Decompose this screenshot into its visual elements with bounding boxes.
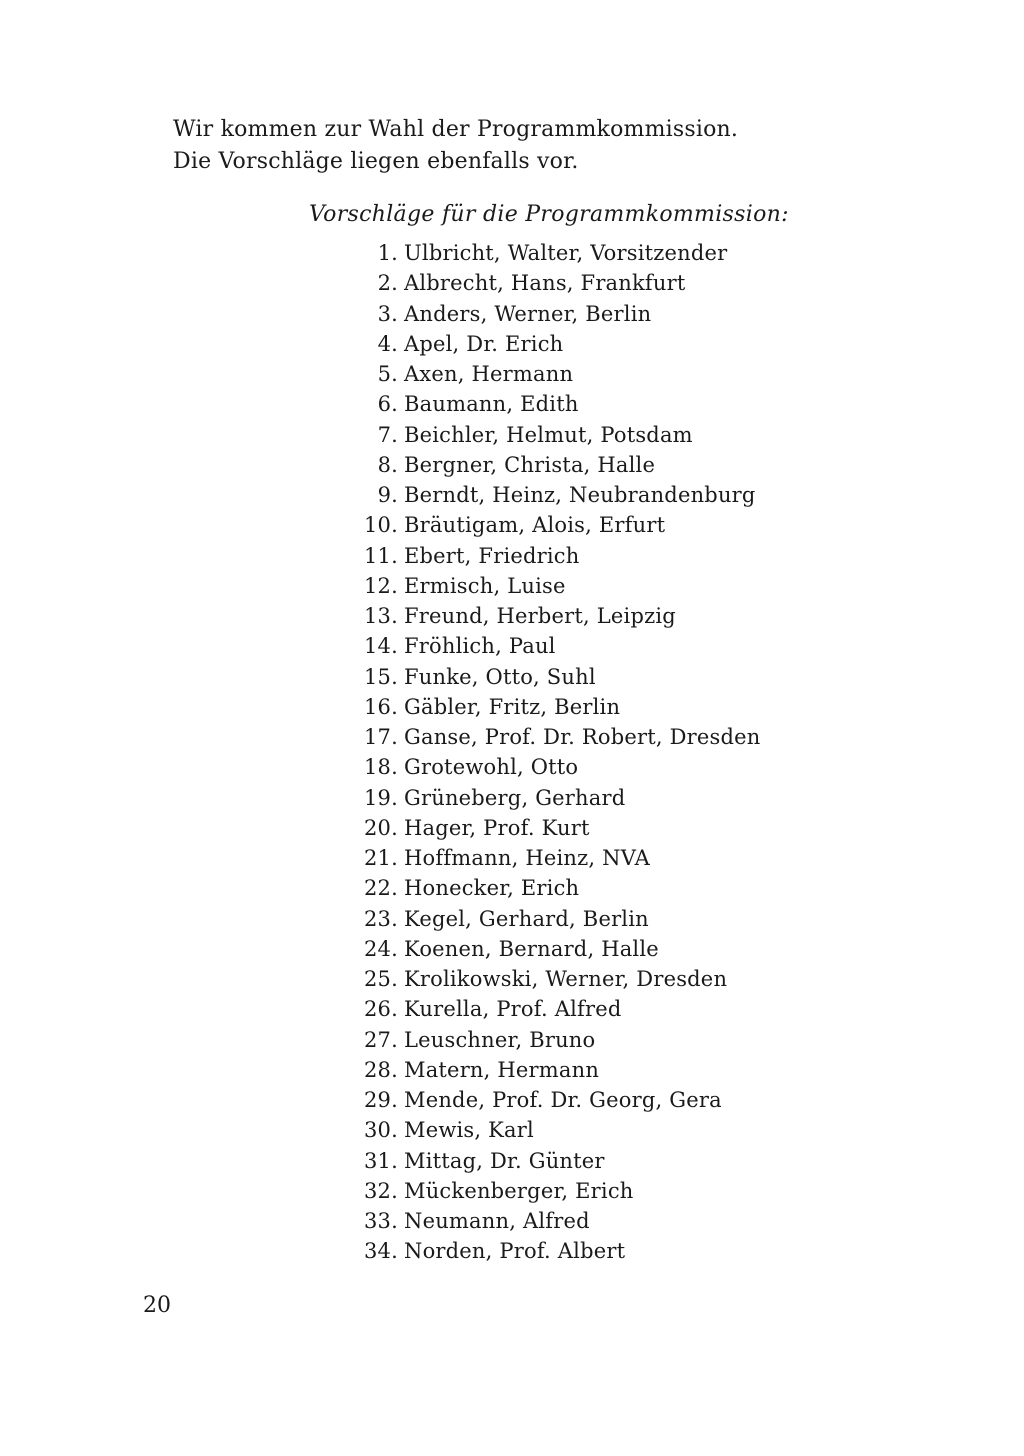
page-number: 20 xyxy=(143,1293,171,1318)
list-item-number: 11. xyxy=(364,543,398,568)
list-item xyxy=(340,904,761,934)
nomination-list xyxy=(340,238,761,1267)
list-item xyxy=(340,722,761,752)
list-heading: Vorschläge für die Programmkommission: xyxy=(309,202,789,227)
list-item xyxy=(340,1146,761,1176)
list-item-number: 27. xyxy=(364,1027,398,1052)
list-item-number: 10. xyxy=(364,513,398,538)
list-item-name: Ermisch, Luise xyxy=(404,573,566,598)
intro-paragraph xyxy=(173,114,813,178)
list-item-number: 25. xyxy=(364,967,398,991)
list-item-number: 28. xyxy=(364,1057,398,1082)
list-item-name: Funke, Otto, Suhl xyxy=(404,664,596,689)
list-item-number: 31. xyxy=(364,1148,398,1173)
list-item-number: 3. xyxy=(377,301,398,326)
list-item-number: 5. xyxy=(377,362,398,386)
list-item-name: Ebert, Friedrich xyxy=(404,543,580,568)
list-item-name: Kurella, Prof. Alfred xyxy=(404,997,622,1022)
list-item-number: 21. xyxy=(364,846,398,870)
list-item-number: 9. xyxy=(377,483,398,507)
list-item xyxy=(340,1206,761,1236)
list-item-name: Bergner, Christa, Halle xyxy=(404,452,656,477)
list-item xyxy=(340,510,761,540)
list-item xyxy=(340,873,761,903)
list-item-name: Fröhlich, Paul xyxy=(404,634,556,659)
list-item-number: 8. xyxy=(377,452,398,477)
list-item-name: Gäbler, Fritz, Berlin xyxy=(404,694,621,719)
list-item xyxy=(340,1236,761,1266)
list-item-name: Apel, Dr. Erich xyxy=(404,331,564,356)
intro-line-2: Die Vorschläge liegen ebenfalls vor. xyxy=(173,149,579,174)
list-item-name: Koenen, Bernard, Halle xyxy=(404,936,659,961)
list-item-name: Hoffmann, Heinz, NVA xyxy=(404,846,651,870)
list-item-number: 32. xyxy=(364,1178,398,1203)
list-item-name: Norden, Prof. Albert xyxy=(404,1239,626,1264)
list-item xyxy=(340,601,761,631)
list-item-name: Neumann, Alfred xyxy=(404,1209,590,1233)
list-item xyxy=(340,934,761,964)
list-item-name: Leuschner, Bruno xyxy=(404,1027,596,1052)
list-item-number: 19. xyxy=(364,785,398,810)
list-item-name: Mückenberger, Erich xyxy=(404,1178,634,1203)
list-item-name: Mittag, Dr. Günter xyxy=(404,1148,605,1173)
list-item-name: Berndt, Heinz, Neubrandenburg xyxy=(404,483,756,507)
list-item-number: 6. xyxy=(377,392,398,417)
list-item-name: Ulbricht, Walter, Vorsitzender xyxy=(404,241,728,265)
list-item xyxy=(340,1176,761,1206)
list-item xyxy=(340,299,761,329)
list-item-number: 16. xyxy=(364,694,398,719)
list-item xyxy=(340,571,761,601)
list-item xyxy=(340,268,761,298)
list-item-number: 15. xyxy=(364,664,398,689)
list-item-name: Grüneberg, Gerhard xyxy=(404,785,626,810)
list-item-number: 14. xyxy=(364,634,398,659)
list-item xyxy=(340,964,761,994)
list-item xyxy=(340,843,761,873)
list-item xyxy=(340,1085,761,1115)
list-item-name: Honecker, Erich xyxy=(404,876,580,901)
list-item xyxy=(340,359,761,389)
list-item-number: 23. xyxy=(364,906,398,931)
list-item-name: Anders, Werner, Berlin xyxy=(404,301,652,326)
list-item xyxy=(340,994,761,1024)
list-item-name: Albrecht, Hans, Frankfurt xyxy=(404,271,686,296)
list-item xyxy=(340,662,761,692)
list-item-number: 20. xyxy=(364,815,398,840)
list-item-number: 1. xyxy=(377,241,398,265)
list-item-number: 2. xyxy=(377,271,398,296)
list-item-name: Ganse, Prof. Dr. Robert, Dresden xyxy=(404,725,761,749)
list-item xyxy=(340,1055,761,1085)
list-item-name: Mende, Prof. Dr. Georg, Gera xyxy=(404,1088,722,1112)
list-item xyxy=(340,238,761,268)
list-item-number: 7. xyxy=(377,422,398,447)
list-item xyxy=(340,541,761,571)
list-item-number: 34. xyxy=(364,1239,398,1264)
list-item-name: Krolikowski, Werner, Dresden xyxy=(404,967,728,991)
list-item-number: 33. xyxy=(364,1209,398,1233)
list-item-name: Hager, Prof. Kurt xyxy=(404,815,590,840)
list-item-number: 13. xyxy=(364,604,398,628)
list-item xyxy=(340,480,761,510)
list-item-name: Kegel, Gerhard, Berlin xyxy=(404,906,649,931)
list-item-name: Mewis, Karl xyxy=(404,1118,534,1143)
list-item-name: Grotewohl, Otto xyxy=(404,755,579,780)
list-item-number: 17. xyxy=(364,725,398,749)
list-item xyxy=(340,813,761,843)
list-item-number: 18. xyxy=(364,755,398,780)
list-item-name: Freund, Herbert, Leipzig xyxy=(404,604,676,628)
list-item-number: 24. xyxy=(364,936,398,961)
intro-line-1: Wir kommen zur Wahl der Programmkommission. xyxy=(173,117,739,142)
list-item-number: 4. xyxy=(377,331,398,356)
list-item-number: 26. xyxy=(364,997,398,1022)
list-item-number: 30. xyxy=(364,1118,398,1143)
list-item xyxy=(340,1115,761,1145)
list-item-number: 12. xyxy=(364,573,398,598)
list-item xyxy=(340,389,761,419)
list-item xyxy=(340,450,761,480)
list-item xyxy=(340,752,761,782)
list-item xyxy=(340,631,761,661)
list-item-name: Baumann, Edith xyxy=(404,392,579,417)
list-item xyxy=(340,1025,761,1055)
list-item xyxy=(340,783,761,813)
list-item-number: 22. xyxy=(364,876,398,901)
list-item-name: Axen, Hermann xyxy=(404,362,574,386)
list-item-name: Beichler, Helmut, Potsdam xyxy=(404,422,693,447)
list-item xyxy=(340,692,761,722)
list-item xyxy=(340,420,761,450)
list-item xyxy=(340,329,761,359)
list-item-name: Matern, Hermann xyxy=(404,1057,600,1082)
list-item-name: Bräutigam, Alois, Erfurt xyxy=(404,513,666,538)
list-item-number: 29. xyxy=(364,1088,398,1112)
